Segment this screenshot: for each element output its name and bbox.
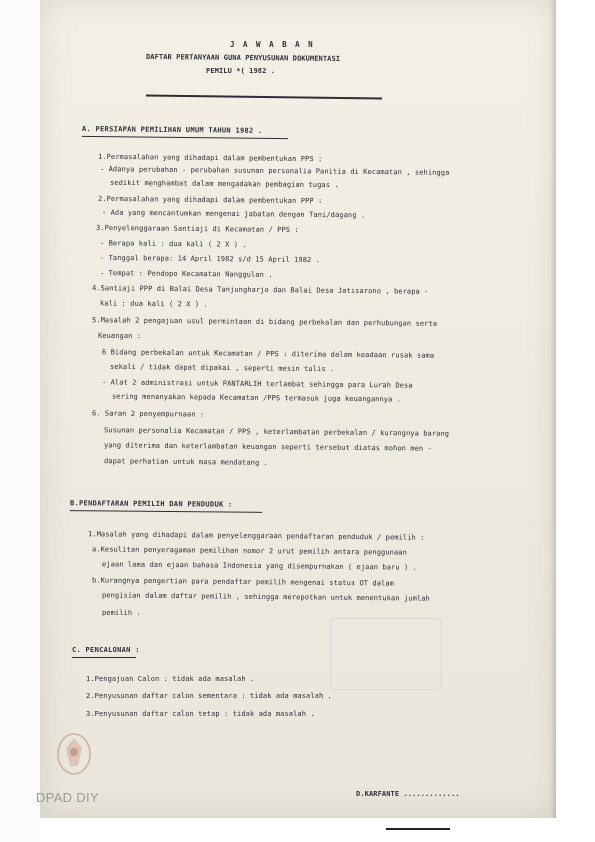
document-title: J A W A B A N — [230, 40, 315, 49]
section-a-line: - Adanya perubahan - perubahan susunan personalia Panitia di Kecamatan , sehingga — [99, 165, 450, 177]
section-b-line: a.Kesulitan penyeragaman pemilihan nomor 2 urut pemilih antara penggunaan — [91, 545, 407, 557]
section-c-line: 3.Penyusunan daftar calon tetap : tidak ada masalah . — [86, 710, 315, 718]
section-a-line: sekali / tidak dapat dipakai , seperti mesin tulis . — [109, 362, 335, 374]
section-b-line: ejaan lama dan ejaan bahasa Indonesia yang disempurnakan ( ejaan baru ) . — [101, 560, 417, 572]
section-a-line: yang diterima dan keterlambatan keuangan seperti tersebut diatas mohon men - — [103, 441, 432, 453]
section-a-line: - Tempat : Pendopo Kecamatan Nanggulan . — [99, 269, 273, 279]
section-a-underline — [82, 136, 288, 139]
section-a-line: - Berapa kali : dua kali ( 2 X ) . — [99, 239, 247, 249]
faint-stamp-mark — [330, 618, 442, 690]
section-a-line: 1.Permasalahan yang dihadapi dalam pembentukan PPS : — [97, 152, 323, 164]
section-a-line: - Ada yang mencantumkan mengenai jabatan dengan Tani/dagang . — [101, 208, 366, 220]
section-a-line: dapat perhatian untuk masa mendatang . — [103, 457, 268, 467]
section-a-line: 6. Saran 2 penyempurnaan : — [91, 409, 205, 419]
section-b-heading: B.PENDAFTARAN PEMILIH DAN PENDUDUK : — [69, 499, 233, 509]
section-a-line: kali : dua kali ( 2 X ) . — [99, 299, 208, 309]
section-b-line: pemilih . — [101, 608, 141, 618]
section-b-line: pengisian dalam daftar pemilih , sehingga merepotkan untuk menentukan jumlah — [101, 591, 430, 603]
section-a-line: 2.Permasalahan yang dihadapi dalam pembentukan PPP : — [97, 194, 323, 206]
section-c-underline — [72, 657, 136, 658]
section-c-line: 2.Penyusunan daftar calon sementara : tidak ada masalah . — [86, 692, 332, 700]
document-page — [40, 0, 556, 818]
section-b-underline — [70, 510, 262, 513]
section-b-line: 1.Masalah yang dihadapi dalam penyelenggaraan pendaftaran penduduk / pemilih : — [87, 530, 425, 542]
section-a-line: Susunan personalia Kecamatan / PPS , keterlambatan perbekalan / kurangnya barang — [103, 426, 450, 438]
signature-line: D.KARFANTE ............. — [356, 790, 460, 798]
bottom-mark — [386, 828, 450, 830]
section-a-line: Keuangan : — [97, 331, 142, 341]
title-underline — [146, 95, 382, 99]
section-a-line: 4.Santiaji PPP di Balai Desa Tanjungharjo dan Balai Desa Jatisarono , berapa - — [91, 284, 429, 296]
scan-background — [0, 0, 40, 842]
section-c-heading: C. PENCALONAN : — [72, 646, 140, 654]
section-a-line: - Tanggal berapa: 14 April 1982 s/d 15 April 1982 . — [99, 253, 321, 265]
section-a-line: 3.Penyelenggaraan Santiaji di Kecamatan / PPS : — [95, 223, 299, 235]
section-a-line: - Alat 2 administrasi untuk PANTARLIH terlambat sehingga para Lurah Desa — [101, 378, 413, 390]
document-subtitle-year: PEMILU *( 1982 . — [206, 67, 276, 75]
section-b-line: b.Kurangnya pengertian para pendaftar pemilih mengenai status OT dalam — [91, 576, 395, 588]
document-subtitle: DAFTAR PERTANYAAN GUNA PENYUSUNAN DOKUMENTASI — [145, 52, 341, 64]
section-a-line: sedikit menghambat dalam mengadakan pembagian tugas . — [109, 178, 339, 190]
section-a-heading: A. PERSIAPAN PEMILIHAN UMUM TAHUN 1982 . — [81, 125, 263, 135]
section-c-line: 1.Pengajuan Calon : tidak ada masalah . — [86, 675, 255, 683]
archive-watermark: DPAD DIY — [36, 790, 99, 805]
section-a-line: sering menanyakan kepada Kecamatan /PPS termasuk juga keuangannya . — [111, 392, 402, 404]
archive-emblem-icon — [54, 730, 94, 778]
section-a-line: 6 Bidang perbekalan untuk Kecamatan / PPS : diterima dalam keadaan rusak sama — [101, 348, 435, 360]
section-a-line: 5.Masalah 2 pengajuan usul permintaan di bidang perbekalan dan perhubungan serta — [91, 316, 438, 328]
